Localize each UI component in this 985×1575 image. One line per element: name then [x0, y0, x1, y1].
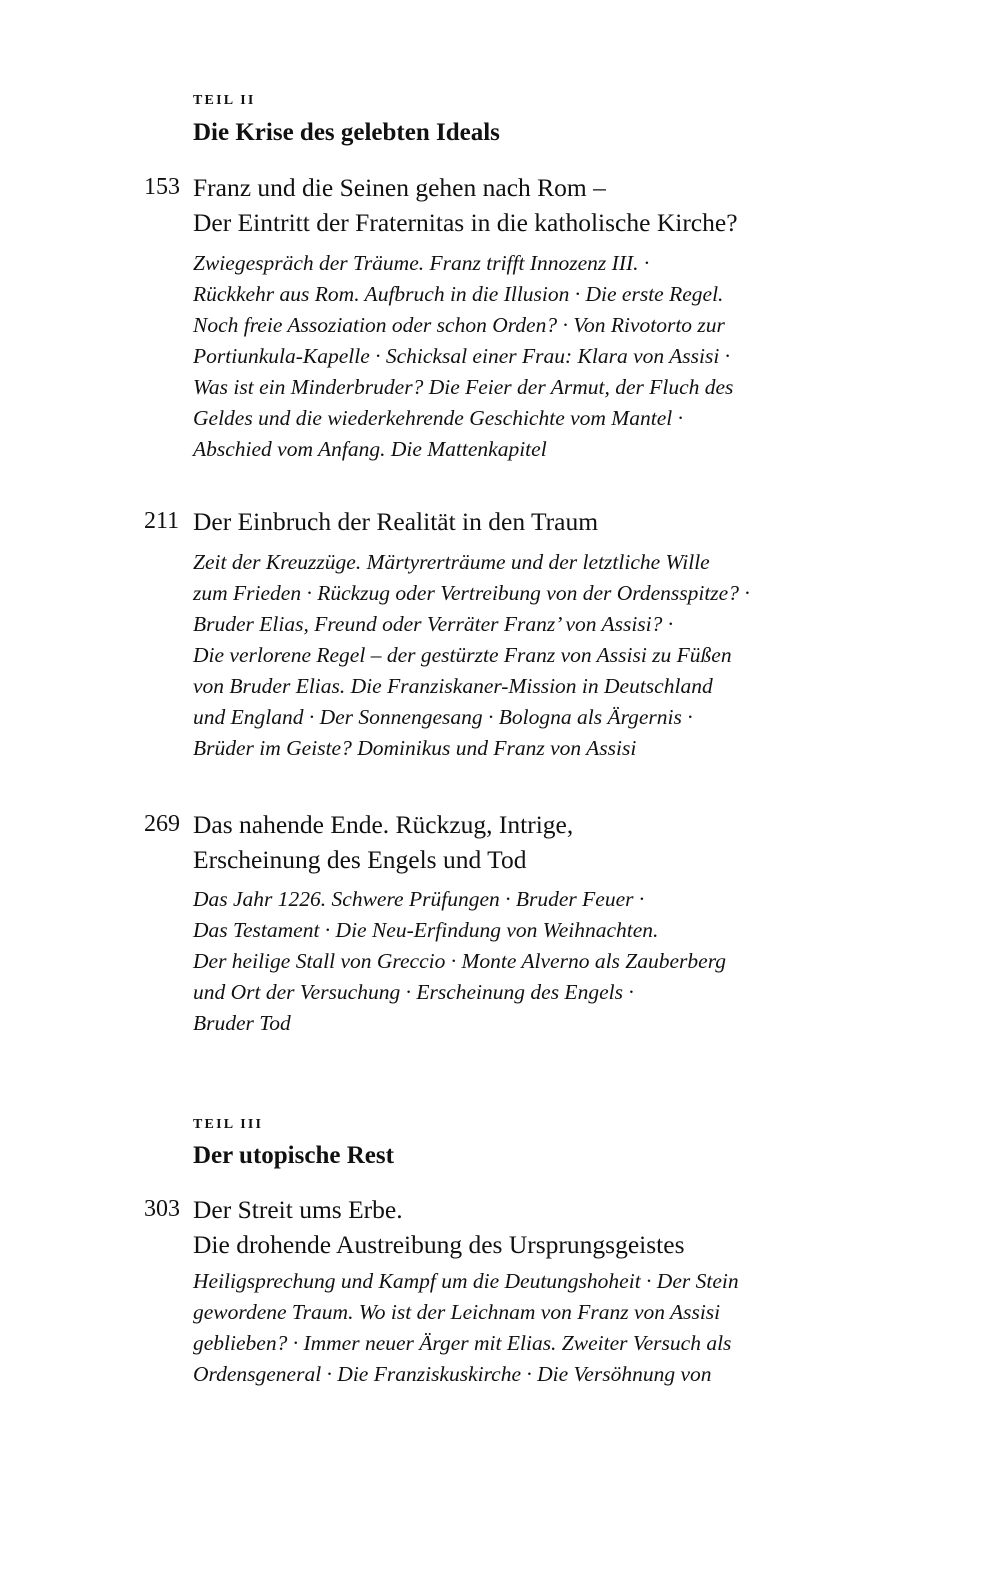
part-label: TEIL II: [193, 93, 256, 108]
description-line: Heiligsprechung und Kampf um die Deutungshoheit · Der Stein: [193, 1269, 739, 1293]
description-line: Portiunkula-Kapelle · Schicksal einer Frau: Klara von Assisi ·: [193, 344, 731, 368]
part-title: Der utopische Rest: [193, 1142, 394, 1169]
chapter-description: [193, 547, 750, 764]
chapter-title: [193, 504, 598, 539]
description-line: Der heilige Stall von Greccio · Monte Alverno als Zauberberg: [193, 949, 727, 973]
description-line: Ordensgeneral · Die Franziskuskirche · Die Versöhnung von: [193, 1362, 712, 1386]
description-line: Bruder Tod: [193, 1011, 291, 1035]
chapter-description: [193, 884, 726, 1039]
page-number: 269: [144, 811, 180, 837]
description-line: Das Testament · Die Neu-Erfindung von Weihnachten.: [193, 918, 659, 942]
chapter-title-line: Die drohende Austreibung des Ursprungsgeistes: [193, 1230, 685, 1259]
chapter-title-line: Der Einbruch der Realität in den Traum: [193, 507, 599, 536]
description-line: Das Jahr 1226. Schwere Prüfungen · Bruder Feuer ·: [193, 887, 645, 911]
description-line: zum Frieden · Rückzug oder Vertreibung von der Ordensspitze? ·: [193, 581, 750, 605]
description-line: Die verlorene Regel – der gestürzte Franz von Assisi zu Füßen: [193, 643, 732, 667]
description-line: gewordene Traum. Wo ist der Leichnam von Franz von Assisi: [193, 1300, 721, 1324]
page-number: 153: [144, 174, 180, 200]
part-title: Die Krise des gelebten Ideals: [193, 119, 500, 146]
description-line: Zwiegespräch der Träume. Franz trifft Innozenz III. ·: [193, 251, 650, 275]
chapter-title-line: Das nahende Ende. Rückzug, Intrige,: [193, 810, 574, 839]
description-line: und England · Der Sonnengesang · Bologna als Ärgernis ·: [193, 705, 693, 729]
chapter-title: [193, 170, 738, 240]
description-line: Geldes und die wiederkehrende Geschichte vom Mantel ·: [193, 406, 683, 430]
description-line: Noch freie Assoziation oder schon Orden? · Von Rivotorto zur: [193, 313, 725, 337]
chapter-title-line: Der Streit ums Erbe.: [193, 1195, 403, 1224]
description-line: Brüder im Geiste? Dominikus und Franz von Assisi: [193, 736, 637, 760]
chapter-title-line: Erscheinung des Engels und Tod: [193, 845, 527, 874]
chapter-title-line: Franz und die Seinen gehen nach Rom –: [193, 173, 606, 202]
chapter-description: [193, 1266, 739, 1390]
description-line: und Ort der Versuchung · Erscheinung des Engels ·: [193, 980, 634, 1004]
chapter-title: [193, 1192, 685, 1262]
page-number: 303: [144, 1196, 180, 1222]
chapter-description: [193, 248, 733, 465]
description-line: Rückkehr aus Rom. Aufbruch in die Illusion · Die erste Regel.: [193, 282, 724, 306]
chapter-title: [193, 807, 573, 877]
description-line: Abschied vom Anfang. Die Mattenkapitel: [193, 437, 547, 461]
description-line: Was ist ein Minderbruder? Die Feier der Armut, der Fluch des: [193, 375, 734, 399]
description-line: Bruder Elias, Freund oder Verräter Franz’ von Assisi? ·: [193, 612, 674, 636]
description-line: von Bruder Elias. Die Franziskaner-Mission in Deutschland: [193, 674, 713, 698]
page-number: 211: [144, 508, 180, 534]
chapter-title-line: Der Eintritt der Fraternitas in die katholische Kirche?: [193, 208, 738, 237]
description-line: Zeit der Kreuzzüge. Märtyrerträume und der letztliche Wille: [193, 550, 710, 574]
part-label: TEIL III: [193, 1117, 264, 1132]
description-line: geblieben? · Immer neuer Ärger mit Elias. Zweiter Versuch als: [193, 1331, 732, 1355]
